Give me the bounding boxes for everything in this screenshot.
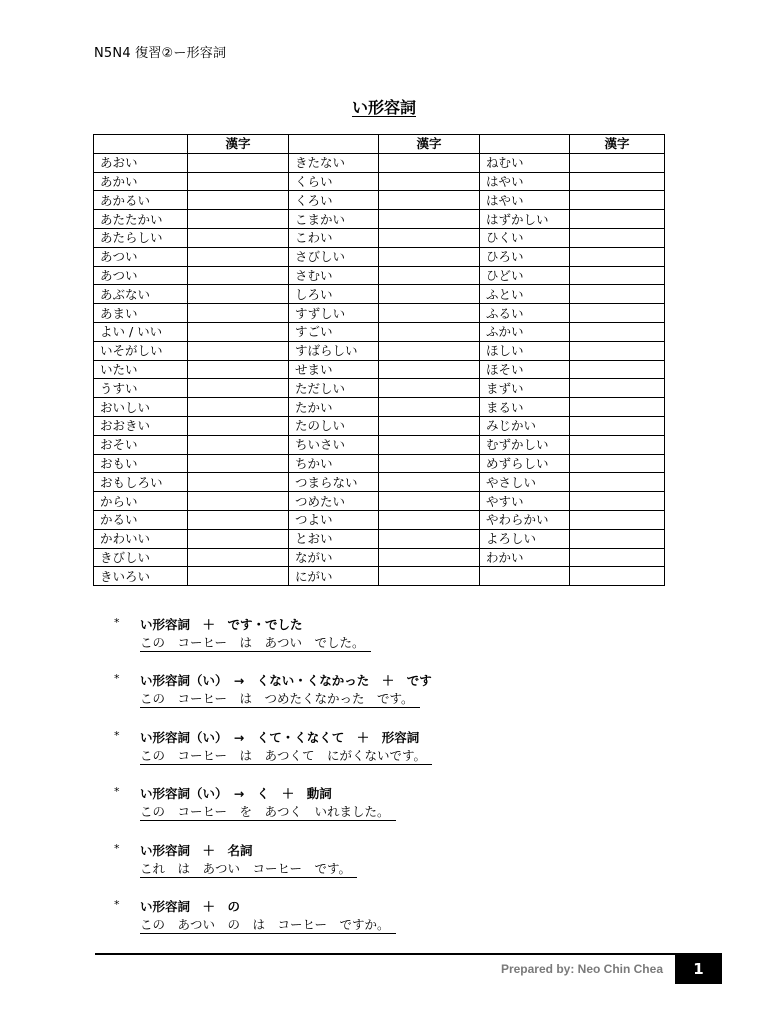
rule-bullet: * [114, 841, 120, 855]
kanji-blank [570, 304, 665, 323]
table-row [94, 266, 665, 285]
kanji-blank [570, 398, 665, 417]
vocab-word: つよい [289, 510, 379, 529]
vocab-word: まずい [480, 379, 570, 398]
kanji-blank [379, 510, 480, 529]
vocab-word: たかい [289, 398, 379, 417]
kanji-blank [188, 153, 289, 172]
kanji-blank [570, 510, 665, 529]
vocab-word: こわい [289, 228, 379, 247]
table-row [94, 322, 665, 341]
rule-pattern: い形容詞（い） → くて・くなくて ＋ 形容詞 [140, 729, 420, 745]
table-row [94, 435, 665, 454]
vocab-word: きたない [289, 153, 379, 172]
kanji-blank [188, 473, 289, 492]
vocab-word: しろい [289, 285, 379, 304]
kanji-blank [379, 454, 480, 473]
vocab-word: すばらしい [289, 341, 379, 360]
vocab-word: おもしろい [94, 473, 188, 492]
kanji-blank [379, 416, 480, 435]
kanji-blank [379, 322, 480, 341]
header-kanji-col-3: 漢字 [570, 135, 665, 154]
kanji-blank [379, 379, 480, 398]
rule-example: この コーヒー は つめたくなかった です。 [140, 691, 420, 708]
table-row [94, 416, 665, 435]
vocab-word: あかい [94, 172, 188, 191]
vocab-word: すごい [289, 322, 379, 341]
kanji-blank [379, 529, 480, 548]
table-row [94, 172, 665, 191]
vocab-word: いそがしい [94, 341, 188, 360]
vocab-word: ほしい [480, 341, 570, 360]
vocab-word: はずかしい [480, 210, 570, 229]
vocab-word: めずらしい [480, 454, 570, 473]
kanji-blank [188, 304, 289, 323]
vocab-word: ながい [289, 548, 379, 567]
kanji-blank [570, 360, 665, 379]
rule-pattern: い形容詞 ＋ です・でした [140, 617, 303, 632]
vocab-word: つめたい [289, 492, 379, 511]
kanji-blank [188, 398, 289, 417]
vocab-word: かわいい [94, 529, 188, 548]
kanji-blank [379, 247, 480, 266]
vocab-word: あぶない [94, 285, 188, 304]
kanji-blank [188, 529, 289, 548]
kanji-blank [570, 341, 665, 360]
table-row [94, 360, 665, 379]
vocab-word: さびしい [289, 247, 379, 266]
kanji-blank [570, 266, 665, 285]
table-row [94, 492, 665, 511]
kanji-blank [570, 435, 665, 454]
vocab-word: さむい [289, 266, 379, 285]
vocab-word: あたたかい [94, 210, 188, 229]
vocab-word: からい [94, 492, 188, 511]
page-number: 1 [675, 954, 722, 984]
vocab-word: みじかい [480, 416, 570, 435]
kanji-blank [379, 360, 480, 379]
kanji-blank [570, 153, 665, 172]
kanji-blank [570, 191, 665, 210]
header-word-col-1 [94, 135, 188, 154]
vocab-word: やわらかい [480, 510, 570, 529]
kanji-blank [379, 285, 480, 304]
kanji-blank [188, 322, 289, 341]
footer-divider [95, 953, 722, 955]
vocab-word: ただしい [289, 379, 379, 398]
vocab-word: ほそい [480, 360, 570, 379]
vocab-word: つまらない [289, 473, 379, 492]
kanji-blank [570, 210, 665, 229]
table-row [94, 191, 665, 210]
header-kanji-col-1: 漢字 [188, 135, 289, 154]
kanji-blank [570, 492, 665, 511]
kanji-blank [570, 529, 665, 548]
kanji-blank [570, 454, 665, 473]
table-row [94, 398, 665, 417]
kanji-blank [379, 172, 480, 191]
kanji-blank [379, 567, 480, 586]
table-row [94, 210, 665, 229]
page-header: N5N4 復習②ー形容詞 [94, 46, 227, 61]
vocab-word: おおきい [94, 416, 188, 435]
kanji-blank [188, 341, 289, 360]
vocab-word: あおい [94, 153, 188, 172]
kanji-blank [379, 210, 480, 229]
table-row [94, 341, 665, 360]
prepared-by: Prepared by: Neo Chin Chea [500, 962, 663, 976]
kanji-blank [570, 322, 665, 341]
kanji-blank [188, 492, 289, 511]
kanji-blank [188, 360, 289, 379]
kanji-blank [570, 416, 665, 435]
rule-bullet: * [114, 728, 120, 742]
kanji-blank [188, 454, 289, 473]
kanji-blank [188, 510, 289, 529]
table-row [94, 548, 665, 567]
kanji-blank [379, 548, 480, 567]
vocab-word: ちかい [289, 454, 379, 473]
vocab-word: あたらしい [94, 228, 188, 247]
table-row [94, 153, 665, 172]
table-row [94, 379, 665, 398]
vocab-word: よい / いい [94, 322, 188, 341]
kanji-blank [188, 285, 289, 304]
vocab-word: せまい [289, 360, 379, 379]
kanji-blank [188, 435, 289, 454]
kanji-blank [379, 304, 480, 323]
kanji-blank [570, 247, 665, 266]
vocab-word: ひろい [480, 247, 570, 266]
kanji-blank [188, 191, 289, 210]
vocab-word: ふとい [480, 285, 570, 304]
vocab-word: おもい [94, 454, 188, 473]
vocab-word: あかるい [94, 191, 188, 210]
vocab-word: まるい [480, 398, 570, 417]
kanji-blank [188, 228, 289, 247]
rule-pattern: い形容詞（い） → く ＋ 動詞 [140, 786, 332, 802]
title-text: い形容詞 [351, 98, 416, 117]
kanji-blank [188, 548, 289, 567]
kanji-blank [188, 416, 289, 435]
vocab-word: くらい [289, 172, 379, 191]
vocab-word: ちいさい [289, 435, 379, 454]
table-row [94, 304, 665, 323]
vocab-word: かるい [94, 510, 188, 529]
kanji-blank [188, 266, 289, 285]
vocab-word: おそい [94, 435, 188, 454]
kanji-blank [379, 492, 480, 511]
vocab-word: こまかい [289, 210, 379, 229]
vocab-word: にがい [289, 567, 379, 586]
kanji-blank [379, 473, 480, 492]
kanji-blank [570, 548, 665, 567]
vocab-word: いたい [94, 360, 188, 379]
vocab-word: おいしい [94, 398, 188, 417]
rule-pattern: い形容詞 ＋ 名詞 [140, 842, 253, 858]
kanji-blank [379, 435, 480, 454]
kanji-blank [570, 379, 665, 398]
kanji-blank [570, 473, 665, 492]
kanji-blank [188, 379, 289, 398]
table-row [94, 247, 665, 266]
header-kanji-col-2: 漢字 [379, 135, 480, 154]
rule-bullet: * [114, 616, 120, 629]
vocab-word: はやい [480, 172, 570, 191]
kanji-blank [379, 153, 480, 172]
vocab-word: とおい [289, 529, 379, 548]
rule-example: この あつい の は コーヒー ですか。 [140, 917, 396, 934]
table-row [94, 454, 665, 473]
rule-example: この コーヒー は あつい でした。 [140, 635, 371, 652]
vocab-word: あまい [94, 304, 188, 323]
kanji-blank [379, 228, 480, 247]
kanji-blank [188, 172, 289, 191]
rule-example: この コーヒー は あつくて にがくないです。 [140, 748, 432, 765]
header-word-col-3 [480, 135, 570, 154]
vocab-word: ねむい [480, 153, 570, 172]
rule-example: これ は あつい コーヒー です。 [140, 861, 357, 878]
vocab-word: ふかい [480, 322, 570, 341]
kanji-blank [188, 247, 289, 266]
vocab-word: はやい [480, 191, 570, 210]
kanji-blank [379, 341, 480, 360]
table-row [94, 228, 665, 247]
vocab-word: むずかしい [480, 435, 570, 454]
vocab-word: たのしい [289, 416, 379, 435]
vocab-word: わかい [480, 548, 570, 567]
rule-pattern: い形容詞（い） → くない・くなかった ＋ です [140, 673, 432, 689]
table-row [94, 529, 665, 548]
rule-example: この コーヒー を あつく いれました。 [140, 804, 396, 821]
table-row [94, 567, 665, 586]
kanji-blank [570, 172, 665, 191]
rule-bullet: * [114, 785, 120, 799]
kanji-blank [570, 228, 665, 247]
kanji-blank [188, 210, 289, 229]
header-word-col-2 [289, 135, 379, 154]
kanji-blank [379, 191, 480, 210]
rule-pattern: い形容詞 ＋ の [140, 898, 241, 914]
table-row [94, 285, 665, 304]
page-title [0, 95, 768, 118]
kanji-blank [570, 567, 665, 586]
kanji-blank [570, 285, 665, 304]
kanji-blank [379, 398, 480, 417]
vocab-word: すずしい [289, 304, 379, 323]
rule-bullet: * [114, 897, 120, 911]
table-row [94, 510, 665, 529]
vocab-word: くろい [289, 191, 379, 210]
vocab-word [480, 567, 570, 586]
vocab-word: よろしい [480, 529, 570, 548]
vocab-table [93, 134, 665, 586]
vocab-word: ひどい [480, 266, 570, 285]
vocab-word: きびしい [94, 548, 188, 567]
vocab-word: やさしい [480, 473, 570, 492]
table-header-row [94, 135, 665, 154]
rule-bullet: * [114, 672, 120, 686]
kanji-blank [188, 567, 289, 586]
vocab-word: やすい [480, 492, 570, 511]
vocab-word: あつい [94, 247, 188, 266]
vocab-word: うすい [94, 379, 188, 398]
vocab-table-body [94, 153, 665, 585]
table-row [94, 473, 665, 492]
vocab-word: ひくい [480, 228, 570, 247]
vocab-word: ふるい [480, 304, 570, 323]
vocab-word: きいろい [94, 567, 188, 586]
kanji-blank [379, 266, 480, 285]
vocab-word: あつい [94, 266, 188, 285]
